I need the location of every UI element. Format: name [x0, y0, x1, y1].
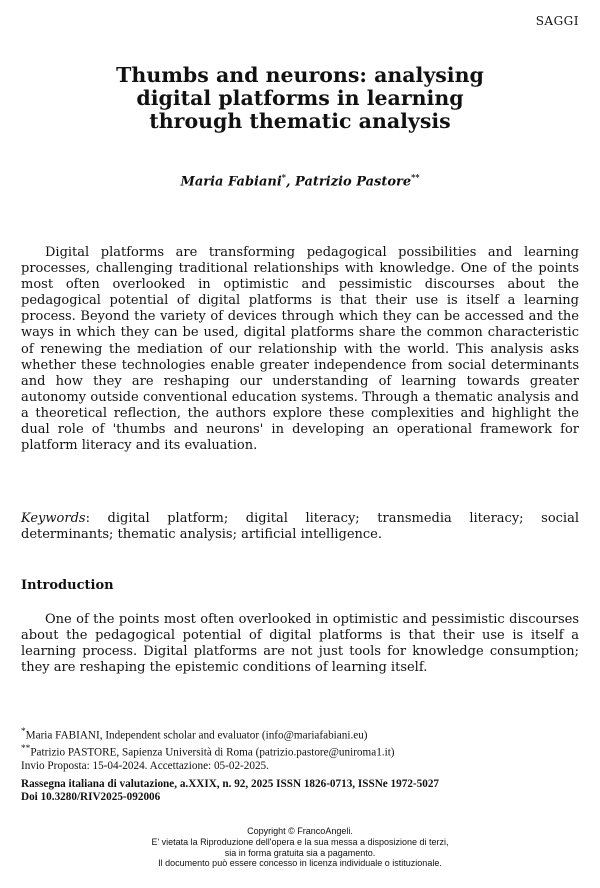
- author-name: Maria Fabiani: [180, 174, 282, 190]
- copyright-line: Copyright © FrancoAngeli.: [247, 826, 353, 836]
- introduction-body: [21, 612, 579, 676]
- abstract-text: Digital platforms are transforming pedagogical possibilities and learning processes, challenging traditional relationships with knowledge. One of the points most often overlooked in optimistic and pessimistic discourses about the pedagogical potential of digital platforms is that their use is itself a learning process. Beyond the variety of devices through which they can be accessed and the ways in which they can be used, digital platforms share the common characteristic of renewing the mediation of our relationship with the world. This analysis asks whether these technologies enable greater independence from social determinants and how they are reshaping our understanding of learning towards greater autonomy outside conventional education systems. Through a thematic analysis and a theoretical reflection, the authors explore these complexities and highlight the dual role of 'thumbs and neurons' in developing an operational framework for platform literacy and its evaluation.: [21, 245, 579, 454]
- doi-line: Doi 10.3280/RIV2025-092006: [21, 791, 161, 804]
- footnote: [21, 743, 581, 760]
- footnote-marker: *: [21, 727, 26, 737]
- journal-citation: [21, 778, 581, 804]
- introduction-text: One of the points most often overlooked in optimistic and pessimistic discourses about the pedagogical potential of digital platforms is that their use is itself a learning process. Digital platforms are not just tools for knowledge consumption; they are reshaping the epistemic conditions of learning itself.: [21, 612, 579, 676]
- keywords-label: Keywords: [21, 511, 86, 526]
- author-marker: **: [411, 172, 420, 182]
- title-line: through thematic analysis: [149, 109, 451, 133]
- footnote-marker: **: [21, 743, 31, 754]
- footnotes: [21, 726, 581, 773]
- author-separator: ,: [285, 174, 296, 190]
- footnote-text: Maria FABIANI, Independent scholar and evaluator (info@mariafabiani.eu): [25, 729, 368, 742]
- copyright-line: Il documento può essere concesso in licenza individuale o istituzionale.: [158, 858, 442, 869]
- author-marker: *: [281, 172, 286, 182]
- keywords-text: : digital platform; digital literacy; transmedia literacy; social determinants; thematic analysis; artificial intelligence.: [21, 511, 579, 543]
- abstract: [21, 245, 579, 454]
- article-title: [60, 64, 540, 133]
- submission-dates: Invio Proposta: 15-04-2024. Accettazione: 05-02-2025.: [21, 759, 269, 772]
- keywords: [21, 511, 579, 543]
- journal-line: Rassegna italiana di valutazione, a.XXIX, n. 92, 2025 ISSN 1826-0713, ISSNe 1972-5027: [21, 778, 440, 790]
- title-line: Thumbs and neurons: analysing: [116, 63, 484, 87]
- footnote: [21, 726, 581, 743]
- copyright-notice: [100, 826, 500, 869]
- footnote-text: Patrizio PASTORE, Sapienza Università di Roma (patrizio.pastore@uniroma1.it): [30, 746, 395, 759]
- section-label: SAGGI: [535, 14, 579, 28]
- title-line: digital platforms in learning: [136, 86, 464, 110]
- author-name: Patrizio Pastore: [295, 174, 412, 190]
- copyright-line: sia in forma gratuita sia a pagamento.: [224, 847, 376, 858]
- author-line: [60, 172, 540, 189]
- copyright-line: E' vietata la Riproduzione dell'opera e la sua messa a disposizione di terzi,: [151, 836, 449, 847]
- introduction-heading: Introduction: [21, 578, 114, 593]
